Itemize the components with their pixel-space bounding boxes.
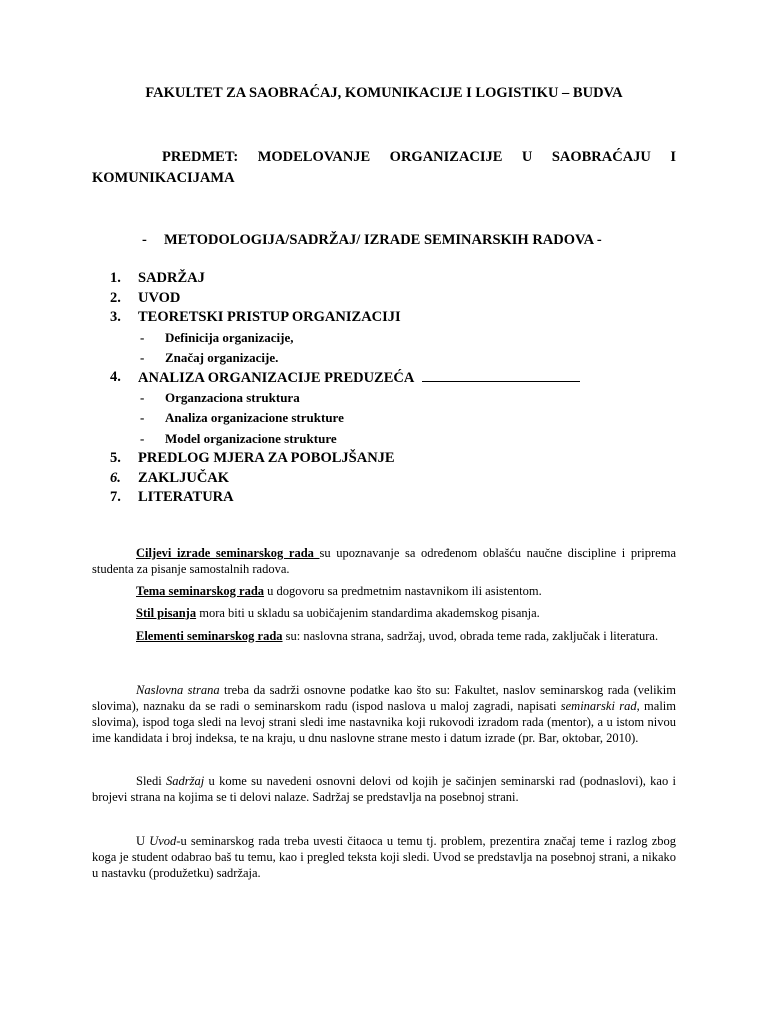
text-intro-2: -u seminarskog rada treba uvesti čitaoca u temu tj. problem, prezentira značaj teme i razlog zbog koga je student odabrao baš tu temu, kao i pregled teksta koji sledi. Uvod se predstavlja na posebnoj strani, a nikako u nastavku (produžetku) sadržaja. xyxy=(92,834,676,880)
paragraph-contents xyxy=(92,773,676,805)
text-title-page-1: treba da sadrži osnovne podatke kao što su: Fakultet, naslov seminarskog rada (velikim slovima), naznaku da se radi o seminarskom radu (ispod naslova u maloj zagradi, napisati xyxy=(92,683,676,713)
italic-seminar: seminarski rad xyxy=(560,699,637,713)
text-contents-1: Sledi xyxy=(136,774,167,788)
toc-label-text: ANALIZA ORGANIZACIJE PREDUZEĆA xyxy=(138,370,415,386)
paragraph-title-page xyxy=(92,682,676,746)
italic-intro: Uvod xyxy=(149,834,177,848)
toc-label: ZAKLJUČAK xyxy=(138,470,230,486)
paragraph-elements xyxy=(92,628,676,644)
toc-sublabel: Definicija organizacije, xyxy=(165,330,294,345)
toc-dash: - xyxy=(140,330,145,345)
text-goals: su upoznavanje sa određenom oblašću naučne discipline i priprema studenta za pisanje samostalnih radova. xyxy=(92,546,676,576)
toc-dash: - xyxy=(140,390,145,405)
toc-number: 3. xyxy=(110,309,121,325)
toc-sublabel: Organzaciona struktura xyxy=(165,390,300,405)
toc-number: 2. xyxy=(110,290,121,306)
text-title-page-2: , malim slovima), ispod toga sledi na levoj strani sledi ime nastavnika koji rukovodi izradom rada (mentor), a u istom nivou ime kandidata i broj indeksa, te na kraju, u dnu naslovne strane mesto i datum izrade (pr. Bar, oktobar, 2010). xyxy=(92,699,676,745)
toc-label: PREDLOG MJERA ZA POBOLJŠANJE xyxy=(138,450,395,466)
text-intro-1: U xyxy=(136,834,150,848)
toc-number: 5. xyxy=(110,450,121,466)
text-contents-2: u kome su navedeni osnovni delovi od kojih je sačinjen seminarski rad (podnaslovi), kao i brojevi strana na kojima se ti delovi nalaze. Sadržaj se predstavlja na posebnoj strani. xyxy=(92,774,677,804)
methodology-dash: - xyxy=(142,232,147,248)
toc-label: TEORETSKI PRISTUP ORGANIZACIJI xyxy=(138,309,401,325)
toc-label xyxy=(138,369,580,387)
italic-title-page: Naslovna strana xyxy=(136,683,220,697)
toc-label: SADRŽAJ xyxy=(138,270,205,286)
toc-sublabel: Značaj organizacije. xyxy=(165,350,279,365)
subject-heading xyxy=(92,147,676,189)
fill-in-line xyxy=(422,369,580,382)
term-goals: Ciljevi izrade seminarskog rada xyxy=(136,546,320,560)
methodology-title: METODOLOGIJA/SADRŽAJ/ IZRADE SEMINARSKIH RADOVA - xyxy=(164,232,602,248)
toc-sublabel: Model organizacione strukture xyxy=(165,431,337,446)
text-style: mora biti u skladu sa uobičajenim standardima akademskog pisanja. xyxy=(196,606,540,620)
paragraph-style xyxy=(92,605,676,621)
term-topic: Tema seminarskog rada xyxy=(136,584,265,598)
term-style: Stil pisanja xyxy=(136,606,197,620)
subject-line-1: PREDMET: MODELOVANJE ORGANIZACIJE U SAOBRAĆAJU I xyxy=(162,149,676,165)
toc-label: LITERATURA xyxy=(138,489,234,505)
paragraph-intro xyxy=(92,833,676,881)
faculty-title: FAKULTET ZA SAOBRAĆAJ, KOMUNIKACIJE I LOGISTIKU – BUDVA xyxy=(145,85,623,101)
subject-line-2: KOMUNIKACIJAMA xyxy=(92,170,235,186)
text-topic: u dogovoru sa predmetnim nastavnikom ili asistentom. xyxy=(264,584,542,598)
term-elements: Elementi seminarskog rada xyxy=(136,629,283,643)
italic-contents: Sadržaj xyxy=(166,774,205,788)
toc-sublabel: Analiza organizacione strukture xyxy=(165,410,344,425)
paragraph-goals xyxy=(92,545,676,577)
toc-number: 7. xyxy=(110,489,121,505)
text-elements: su: naslovna strana, sadržaj, uvod, obrada teme rada, zaključak i literatura. xyxy=(282,629,659,643)
toc-dash: - xyxy=(140,350,145,365)
toc-dash: - xyxy=(140,431,145,446)
toc-number: 4. xyxy=(110,369,121,385)
toc-number: 6. xyxy=(110,470,121,486)
paragraph-topic xyxy=(92,583,676,599)
toc-label: UVOD xyxy=(138,290,181,306)
toc-number: 1. xyxy=(110,270,121,286)
toc-dash: - xyxy=(140,410,145,425)
